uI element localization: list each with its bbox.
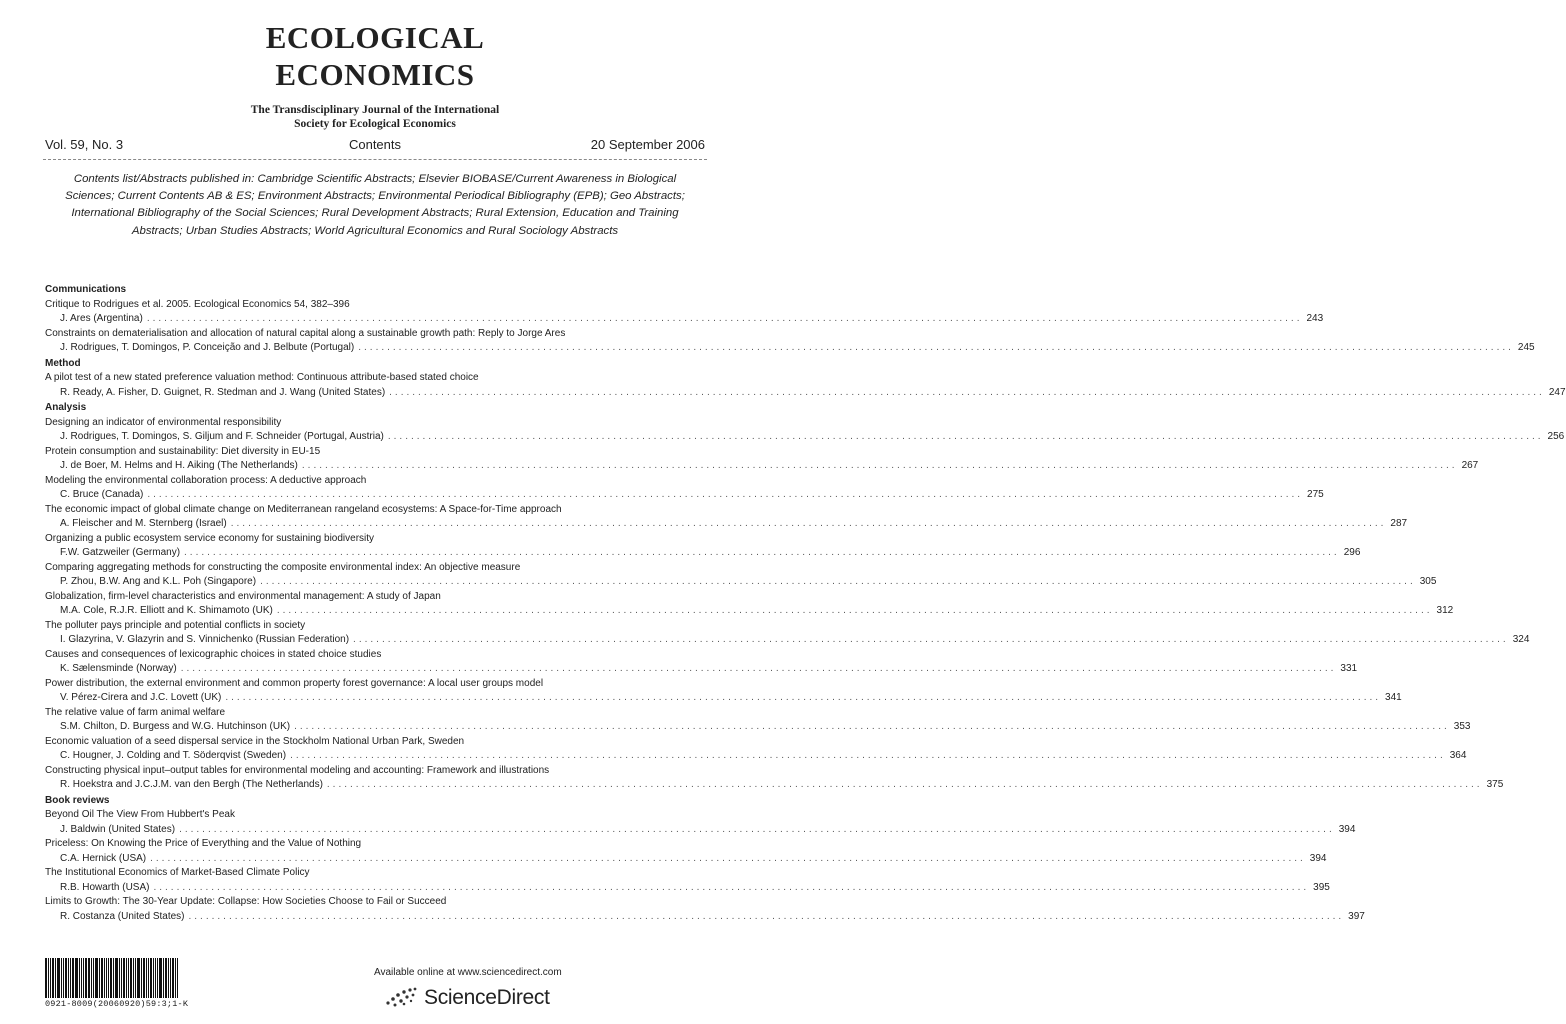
dot-leader: ........................................................................................................................................................................................................ [326,779,1483,790]
barcode-bar [141,958,142,998]
barcode-bar [93,958,94,998]
toc-entry[interactable] [45,895,1365,924]
page-number: 247 [1548,386,1566,398]
barcode-bar [104,958,105,998]
barcode-bar [61,958,62,998]
author-row [45,430,1565,445]
section-heading: Analysis [45,402,87,413]
barcode-text: 0921-8009(20060920)59:3;1-K [45,999,189,1009]
barcode-bar [79,958,80,998]
article-title: Organizing a public ecosystem service economy for sustaining biodiversity [45,532,375,544]
barcode-bar [63,958,64,998]
journal-title-line2: ECONOMICS [275,57,475,92]
toc-entry[interactable] [45,416,1565,445]
author-row [45,910,1365,925]
toc-entry[interactable] [45,561,1437,590]
article-title: The economic impact of global climate change on Mediterranean rangeland ecosystems: A Space-for-Time approach [45,503,562,515]
barcode-bar [153,958,154,998]
barcode-bar [75,958,78,998]
toc-entry[interactable] [45,474,1324,503]
author-row [45,386,1566,401]
barcode-bar [163,958,164,998]
dot-leader: ........................................................................................................................................................................................................ [150,852,1306,864]
author-row [45,459,1479,474]
author-row [45,691,1402,706]
barcode-bar [155,958,156,998]
toc-entry[interactable] [45,866,1330,895]
author-row [45,823,1356,838]
toc-entry[interactable] [45,327,1535,356]
barcode-bar [110,958,112,998]
page-number: 353 [1453,721,1471,732]
table-of-contents [45,282,1566,924]
article-title: Limits to Growth: The 30-Year Update: Collapse: How Societies Choose to Fail or Succeed [45,896,447,907]
page-number: 395 [1313,881,1330,893]
barcode-bar [128,958,129,998]
barcode-bar [177,958,178,998]
barcode-bar [57,958,60,998]
page-number: 394 [1309,852,1327,864]
author-row [45,749,1467,764]
dot-leader: ........................................................................................................................................................................................................ [276,605,1433,616]
page-number: 341 [1385,692,1402,703]
barcode-bar [121,958,122,998]
barcode-bar [126,958,127,998]
barcode-bar [48,958,49,998]
barcode-bar [91,958,92,998]
page-number: 312 [1436,605,1454,616]
available-online-text: Available online at www.sciencedirect.com [374,967,562,978]
dot-leader: ........................................................................................................................................................................................................ [353,634,1509,645]
dot-leader: ........................................................................................................................................................................................................ [180,663,1337,674]
barcode-bar [165,958,167,998]
article-title: Economic valuation of a seed dispersal service in the Stockholm National Urban Park, Sweden [45,735,465,747]
abstracts-notice: Contents list/Abstracts published in: Cambridge Scientific Abstracts; Elsevier BIOBASE/Current Awareness in Biological Sciences; Current Contents AB & ES; Environment Abstracts; Environmental Periodical Bibliography (EPB); Geo Abstracts; International Bibliography of the Social Sciences; Rural Development Abstracts; Rural Extension, Education and Training Abstracts; Urban Studies Abstracts; World Agricultural Economics and Rural Sociology Abstracts [65,173,685,237]
barcode-bar [106,958,107,998]
volume-number: Vol. 59, No. 3 [45,137,124,152]
barcode-bar [72,958,74,998]
author-row [45,546,1361,561]
article-title: Priceless: On Knowing the Price of Everything and the Value of Nothing [45,838,362,849]
barcode-bar [146,958,147,998]
section-heading: Communications [45,284,127,295]
article-authors: M.A. Cole, R.J.R. Elliott and K. Shimamoto (UK) [60,605,273,616]
dot-leader: ........................................................................................................................................................................................................ [387,431,1544,442]
toc-entry[interactable] [45,590,1454,619]
barcode-bar [99,958,100,998]
toc-entry[interactable] [45,808,1356,837]
page-number: 397 [1348,910,1365,922]
article-authors: C. Hougner, J. Colding and T. Söderqvist (Sweden) [60,750,287,761]
author-row [45,778,1504,793]
barcode-bar [157,958,158,998]
dot-leader: ........................................................................................................................................................................................................ [290,750,1446,761]
barcode-bar [95,958,98,998]
article-authors: F.W. Gatzweiler (Germany) [60,547,181,558]
article-authors: I. Glazyrina, V. Glazyrin and S. Vinnichenko (Russian Federation) [60,634,350,645]
dot-leader: ........................................................................................................................................................................................................ [147,489,1304,500]
page-number: 296 [1343,547,1361,558]
article-title: Power distribution, the external environment and common property forest governance: A local user groups model [45,677,544,689]
page-number: 364 [1449,750,1467,761]
article-title: The relative value of farm animal welfare [45,706,226,718]
barcode-bar [83,958,84,998]
page-number: 324 [1512,634,1530,645]
barcode-bar [137,958,140,998]
sciencedirect-name: ScienceDirect [424,986,550,1009]
author-row [45,604,1454,619]
barcode-bar [172,958,174,998]
barcode-bar [52,958,54,998]
article-title: The Institutional Economics of Market-Based Climate Policy [45,867,310,878]
barcode-bar [50,958,51,998]
barcode-bar [101,958,103,998]
journal-subtitle [0,103,750,131]
author-row [45,517,1408,532]
article-authors: J. Rodrigues, T. Domingos, S. Giljum and F. Schneider (Portugal, Austria) [60,431,384,442]
toc-entry[interactable] [45,371,1566,400]
toc-entry[interactable] [45,619,1530,648]
dot-leader: ........................................................................................................................................................................................................ [146,313,1303,324]
barcode-bar [159,958,162,998]
dot-leader: ........................................................................................................................................................................................................ [301,460,1458,471]
barcode-bar [130,958,132,998]
contents-heading: Contents [348,137,402,152]
barcode-bar [135,958,136,998]
page-number: 375 [1486,779,1504,790]
barcode-bar [68,958,69,998]
article-title: Beyond Oil The View From Hubbert's Peak [45,809,235,820]
toc-entry[interactable] [45,298,1324,327]
dot-leader: ........................................................................................................................................................................................................ [294,721,1450,732]
article-title: Comparing aggregating methods for constructing the composite environmental index: An objective measure [45,561,521,573]
author-row [45,662,1358,677]
barcode-bar [175,958,176,998]
barcode-bar [113,958,114,998]
barcode-bar [168,958,169,998]
barcode-bar [85,958,87,998]
article-title: Globalization, firm-level characteristics and environmental management: A study of Japan [45,590,441,602]
barcode-bar [65,958,67,998]
article-authors: P. Zhou, B.W. Ang and K.L. Poh (Singapore) [60,576,257,587]
page-number: 394 [1338,823,1356,835]
article-authors: V. Pérez-Cirera and J.C. Lovett (UK) [60,692,222,703]
toc-entry[interactable] [45,445,1479,474]
barcode-bar [133,958,134,998]
toc-entry[interactable] [45,532,1361,561]
barcode-bar [81,958,82,998]
article-title: Critique to Rodrigues et al. 2005. Ecological Economics 54, 382–396 [45,298,350,310]
article-authors: R. Costanza (United States) [60,910,185,922]
page-number: 267 [1461,460,1479,471]
author-row [45,633,1530,648]
article-authors: R. Ready, A. Fisher, D. Guignet, R. Stedman and J. Wang (United States) [60,386,386,398]
toc-entry[interactable] [45,503,1408,532]
author-row [45,488,1324,503]
barcode-bar [148,958,149,998]
author-row [45,881,1330,896]
barcode-bar [115,958,118,998]
dot-leader: ........................................................................................................................................................................................................ [358,342,1514,353]
header-divider [43,159,707,160]
article-title: Protein consumption and sustainability: Diet diversity in EU-15 [45,445,321,457]
article-title: Modeling the environmental collaboration process: A deductive approach [45,474,367,486]
page-number: 245 [1517,342,1535,353]
toc-entry[interactable] [45,706,1471,735]
author-row [45,312,1324,327]
article-authors: A. Fleischer and M. Sternberg (Israel) [60,518,227,529]
page-number: 243 [1306,313,1324,324]
author-row [45,720,1471,735]
barcode-bar [55,958,56,998]
barcode-bars [45,958,200,998]
article-authors: R. Hoekstra and J.C.J.M. van den Bergh (The Netherlands) [60,779,323,790]
barcode-bar [70,958,71,998]
author-row [45,852,1327,867]
toc-entry[interactable] [45,735,1467,764]
page-number: 275 [1307,489,1324,500]
section-heading: Book reviews [45,794,110,806]
page-number: 331 [1340,663,1358,674]
subtitle-line2: Society for Ecological Economics [294,118,456,130]
barcode-bar [108,958,109,998]
article-title: Designing an indicator of environmental responsibility [45,416,282,428]
page-number: 305 [1419,576,1437,587]
author-row [45,575,1437,590]
page-number: 256 [1547,431,1565,442]
barcode-bar [119,958,120,998]
article-authors: C. Bruce (Canada) [60,489,144,500]
dot-leader: ........................................................................................................................................................................................................ [153,881,1310,893]
article-authors: J. Baldwin (United States) [60,823,176,835]
dot-leader: ........................................................................................................................................................................................................ [225,692,1382,703]
article-title: The polluter pays principle and potential conflicts in society [45,619,306,631]
sciencedirect-block [374,967,574,1012]
toc-entry[interactable] [45,837,1327,866]
issue-date: 20 September 2006 [590,137,705,152]
journal-title-line1: ECOLOGICAL [265,20,485,55]
article-title: Causes and consequences of lexicographic choices in stated choice studies [45,648,382,660]
barcode [45,958,200,1010]
author-row [45,341,1535,356]
toc-entry[interactable] [45,764,1504,793]
dot-leader: ........................................................................................................................................................................................................ [230,518,1387,529]
barcode-bar [143,958,145,998]
barcode-bar [88,958,90,998]
barcode-bar [150,958,152,998]
dot-leader: ........................................................................................................................................................................................................ [389,386,1545,398]
article-authors: R.B. Howarth (USA) [60,881,150,893]
dot-leader: ........................................................................................................................................................................................................ [179,823,1335,835]
dot-leader: ........................................................................................................................................................................................................ [188,910,1345,922]
article-authors: J. de Boer, M. Helms and H. Aiking (The Netherlands) [60,460,298,471]
article-authors: S.M. Chilton, D. Burgess and W.G. Hutchinson (UK) [60,721,291,732]
sciencedirect-logo [374,982,574,1012]
article-authors: K. Sælensminde (Norway) [60,663,177,674]
barcode-bar [123,958,125,998]
page-number: 287 [1390,518,1408,529]
article-authors: J. Ares (Argentina) [60,313,143,324]
section-heading: Method [45,357,81,369]
dot-leader: ........................................................................................................................................................................................................ [184,547,1340,558]
article-authors: C.A. Hernick (USA) [60,852,147,864]
article-authors: J. Rodrigues, T. Domingos, P. Conceição and J. Belbute (Portugal) [60,342,355,353]
article-title: A pilot test of a new stated preference valuation method: Continuous attribute-based stated choice [45,372,479,383]
barcode-bar [170,958,171,998]
dot-leader: ........................................................................................................................................................................................................ [260,576,1416,587]
article-title: Constructing physical input–output tables for environmental modeling and accounting: Framework and illustrations [45,764,550,776]
article-title: Constraints on dematerialisation and allocation of natural capital along a sustainable growth path: Reply to Jorge Ares [45,327,566,339]
barcode-bar [45,958,47,998]
subtitle-line1: The Transdisciplinary Journal of the International [250,104,500,116]
sciencedirect-dots-icon [384,986,420,1008]
toc-entry[interactable] [45,648,1358,677]
toc-entry[interactable] [45,677,1402,706]
